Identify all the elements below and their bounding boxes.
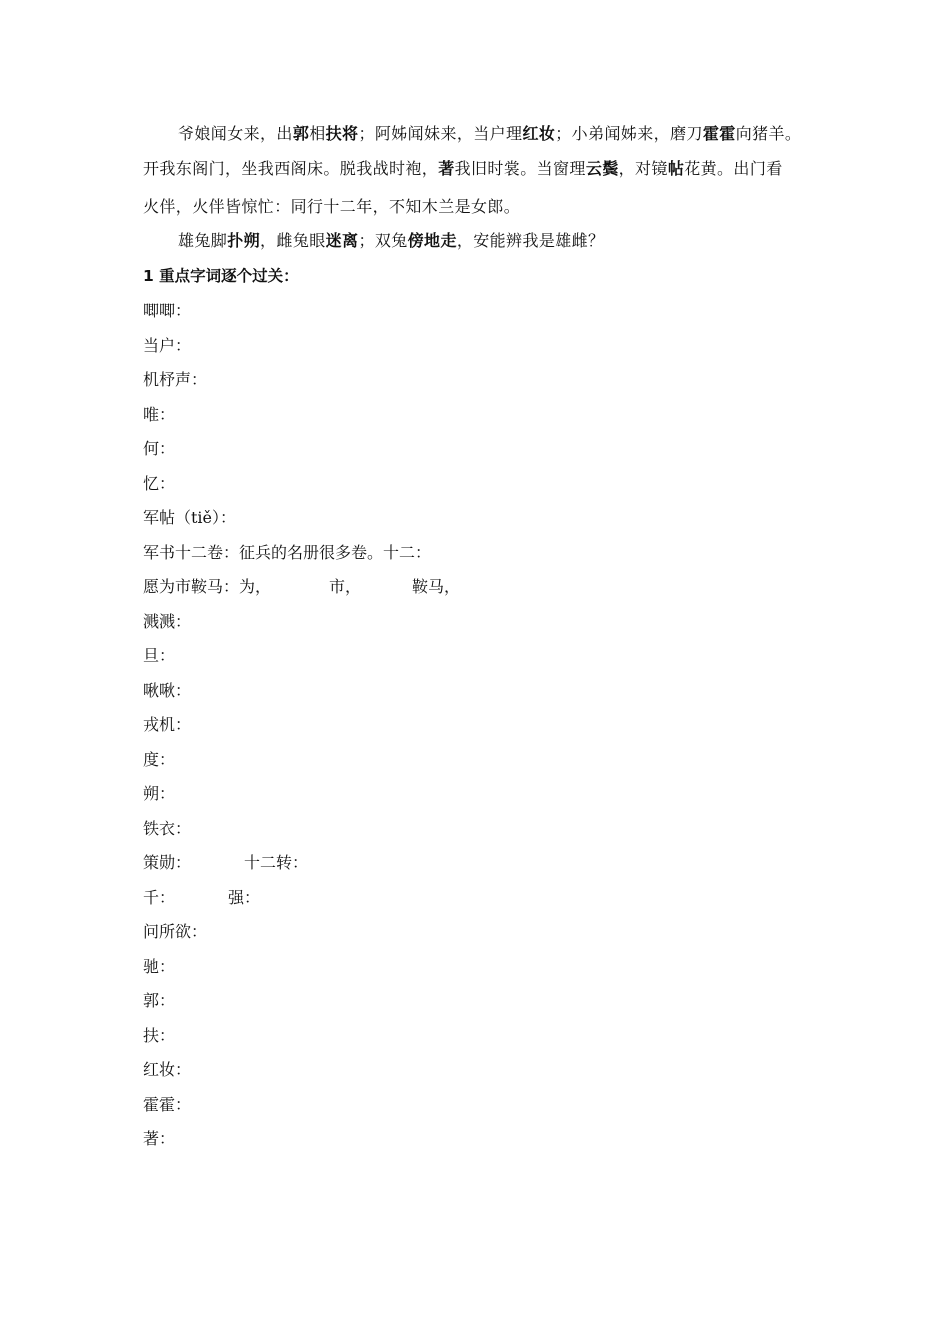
poem-text: ；阿姊闻妹来，当户理 <box>358 124 523 143</box>
poem-key-term: 云鬓 <box>585 159 619 178</box>
vocab-item: 驰： <box>143 957 176 976</box>
poem-text: ，对镜 <box>618 159 668 178</box>
vocab-item: 军帖（tiě）： <box>143 508 237 527</box>
poem-text: ，安能辨我是雄雌？ <box>456 231 605 250</box>
poem-key-term: 扑朔 <box>227 231 261 250</box>
vocab-item: 问所欲： <box>143 922 208 941</box>
vocab-item: 度： <box>143 750 176 769</box>
poem-text: 我旧时裳。当窗理 <box>454 159 586 178</box>
vocab-item: 戎机： <box>143 715 192 734</box>
vocab-item: 愿为市鞍马：为， <box>143 577 272 596</box>
poem-line-4 <box>178 228 604 251</box>
vocab-item: 千： <box>143 888 176 907</box>
vocab-item: 旦： <box>143 646 176 665</box>
vocab-item: 溅溅： <box>143 612 192 631</box>
vocab-item: 扶： <box>143 1026 176 1045</box>
vocab-item: 机杼声： <box>143 370 208 389</box>
vocab-item: 霍霍： <box>143 1095 192 1114</box>
vocab-subitem: 十二转： <box>244 853 309 872</box>
vocab-subitem: 强： <box>228 888 261 907</box>
poem-text: ；小弟闻姊来，磨刀 <box>555 124 703 143</box>
poem-key-term: 著 <box>438 159 455 178</box>
poem-text: 花黄。出门看 <box>684 159 783 178</box>
vocab-item: 啾啾： <box>143 681 192 700</box>
vocab-item: 军书十二卷：征兵的名册很多卷。十二： <box>143 543 432 562</box>
vocab-subitem: 鞍马， <box>412 577 461 596</box>
vocab-item: 唧唧： <box>143 301 192 320</box>
section-heading: 1 重点字词逐个过关： <box>143 267 299 285</box>
poem-key-term: 红妆 <box>522 124 556 143</box>
poem-key-term: 郭 <box>292 124 310 143</box>
poem-line-2 <box>143 156 783 179</box>
vocab-item: 著： <box>143 1129 176 1148</box>
poem-key-term: 霍霍 <box>702 124 736 143</box>
vocab-item: 红妆： <box>143 1060 192 1079</box>
poem-key-term: 帖 <box>667 159 685 178</box>
poem-key-term: 扶将 <box>325 124 359 143</box>
poem-key-term: 迷离 <box>325 231 359 250</box>
poem-text: 火伴，火伴皆惊忙：同行十二年，不知木兰是女郎。 <box>143 197 521 216</box>
vocab-item: 铁衣： <box>143 819 192 838</box>
vocab-item: 唯： <box>143 405 176 424</box>
poem-line-1 <box>178 121 801 144</box>
poem-text: ，雌兔眼 <box>260 231 326 250</box>
vocab-item: 策勋： <box>143 853 192 872</box>
poem-line-3 <box>143 194 520 217</box>
vocab-item: 忆： <box>143 474 176 493</box>
poem-text: 爷娘闻女来，出 <box>178 124 293 143</box>
poem-key-term: 傍地走 <box>407 231 457 250</box>
vocab-item: 当户： <box>143 336 192 355</box>
vocab-item: 郭： <box>143 991 176 1010</box>
poem-text: 开我东阁门，坐我西阁床。脱我战时袍， <box>143 159 439 178</box>
vocab-subitem: 市， <box>329 577 362 596</box>
poem-text: 雄兔脚 <box>178 231 228 250</box>
vocab-item: 朔： <box>143 784 176 803</box>
poem-text: 向猪羊。 <box>735 124 802 143</box>
poem-text: ；双兔 <box>358 231 408 250</box>
vocab-item: 何： <box>143 439 176 458</box>
poem-text: 相 <box>309 124 326 143</box>
